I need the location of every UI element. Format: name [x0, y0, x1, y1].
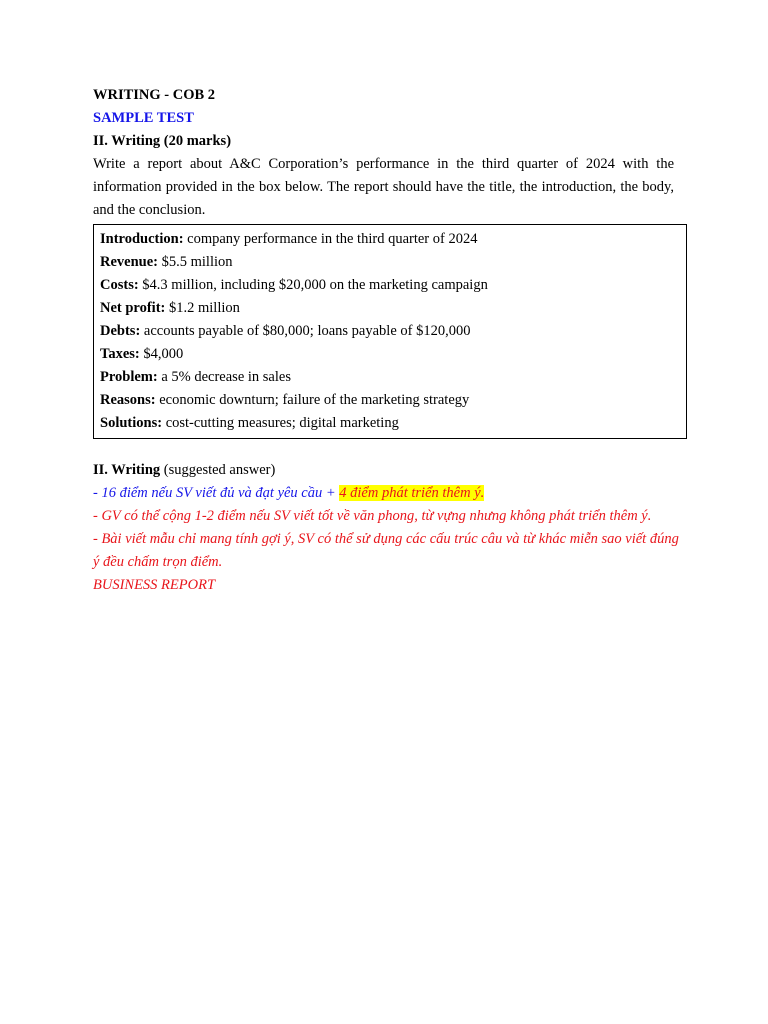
- answer-heading-rest: (suggested answer): [160, 462, 276, 478]
- info-value: cost-cutting measures; digital marketing: [162, 415, 399, 431]
- info-label: Taxes:: [100, 346, 140, 362]
- info-row-debts: [100, 320, 680, 343]
- info-label: Introduction:: [100, 231, 184, 247]
- answer-heading-bold: II. Writing: [93, 462, 161, 478]
- grading-note-1: [93, 482, 674, 505]
- info-value: a 5% decrease in sales: [157, 369, 291, 385]
- info-box: [93, 224, 687, 439]
- info-value: $4.3 million, including $20,000 on the marketing campaign: [138, 277, 488, 293]
- spacer: [93, 439, 674, 459]
- info-label: Net profit:: [100, 300, 166, 316]
- info-value: $5.5 million: [158, 254, 233, 270]
- document-page: [93, 84, 679, 597]
- grading-note-1-highlight: 4 điểm phát triển thêm ý.: [339, 485, 485, 501]
- info-row-costs: [100, 274, 680, 297]
- info-row-taxes: [100, 343, 680, 366]
- info-label: Debts:: [100, 323, 141, 339]
- info-value: accounts payable of $80,000; loans payable of $120,000: [140, 323, 471, 339]
- info-value: company performance in the third quarter of 2024: [183, 231, 478, 247]
- info-row-revenue: [100, 251, 680, 274]
- info-value: $4,000: [139, 346, 184, 362]
- grading-note-3-line-1: - Bài viết mẫu chỉ mang tính gợi ý, SV có thể sử dụng các cấu trúc câu và từ khác miễn sao viết đúng: [93, 531, 679, 547]
- section-heading: II. Writing (20 marks): [93, 133, 232, 149]
- info-row-net-profit: [100, 297, 680, 320]
- info-label: Revenue:: [100, 254, 158, 270]
- grading-note-1-main: - 16 điểm nếu SV viết đủ và đạt yêu cầu +: [93, 485, 340, 501]
- info-row-reasons: [100, 389, 680, 412]
- info-value: $1.2 million: [165, 300, 240, 316]
- info-label: Costs:: [100, 277, 139, 293]
- task-prompt: Write a report about A&C Corporation’s performance in the third quarter of 2024 with the information provided in the box below. The report should have the title, the introduction, the body, and the conclusion.: [93, 156, 674, 218]
- document-title: WRITING - COB 2: [93, 87, 216, 103]
- sample-test-label: SAMPLE TEST: [93, 110, 194, 126]
- info-value: economic downturn; failure of the marketing strategy: [155, 392, 470, 408]
- grading-note-3-line-2: ý đều chấm trọn điểm.: [93, 554, 223, 570]
- answer-heading: [93, 459, 674, 482]
- info-label: Reasons:: [100, 392, 156, 408]
- report-title: BUSINESS REPORT: [93, 577, 216, 593]
- info-row-introduction: [100, 228, 680, 251]
- info-row-problem: [100, 366, 680, 389]
- info-label: Solutions:: [100, 415, 163, 431]
- info-label: Problem:: [100, 369, 158, 385]
- info-row-solutions: [100, 412, 680, 435]
- grading-note-2: - GV có thể cộng 1-2 điểm nếu SV viết tốt về văn phong, từ vựng nhưng không phát triển thêm ý.: [93, 508, 652, 524]
